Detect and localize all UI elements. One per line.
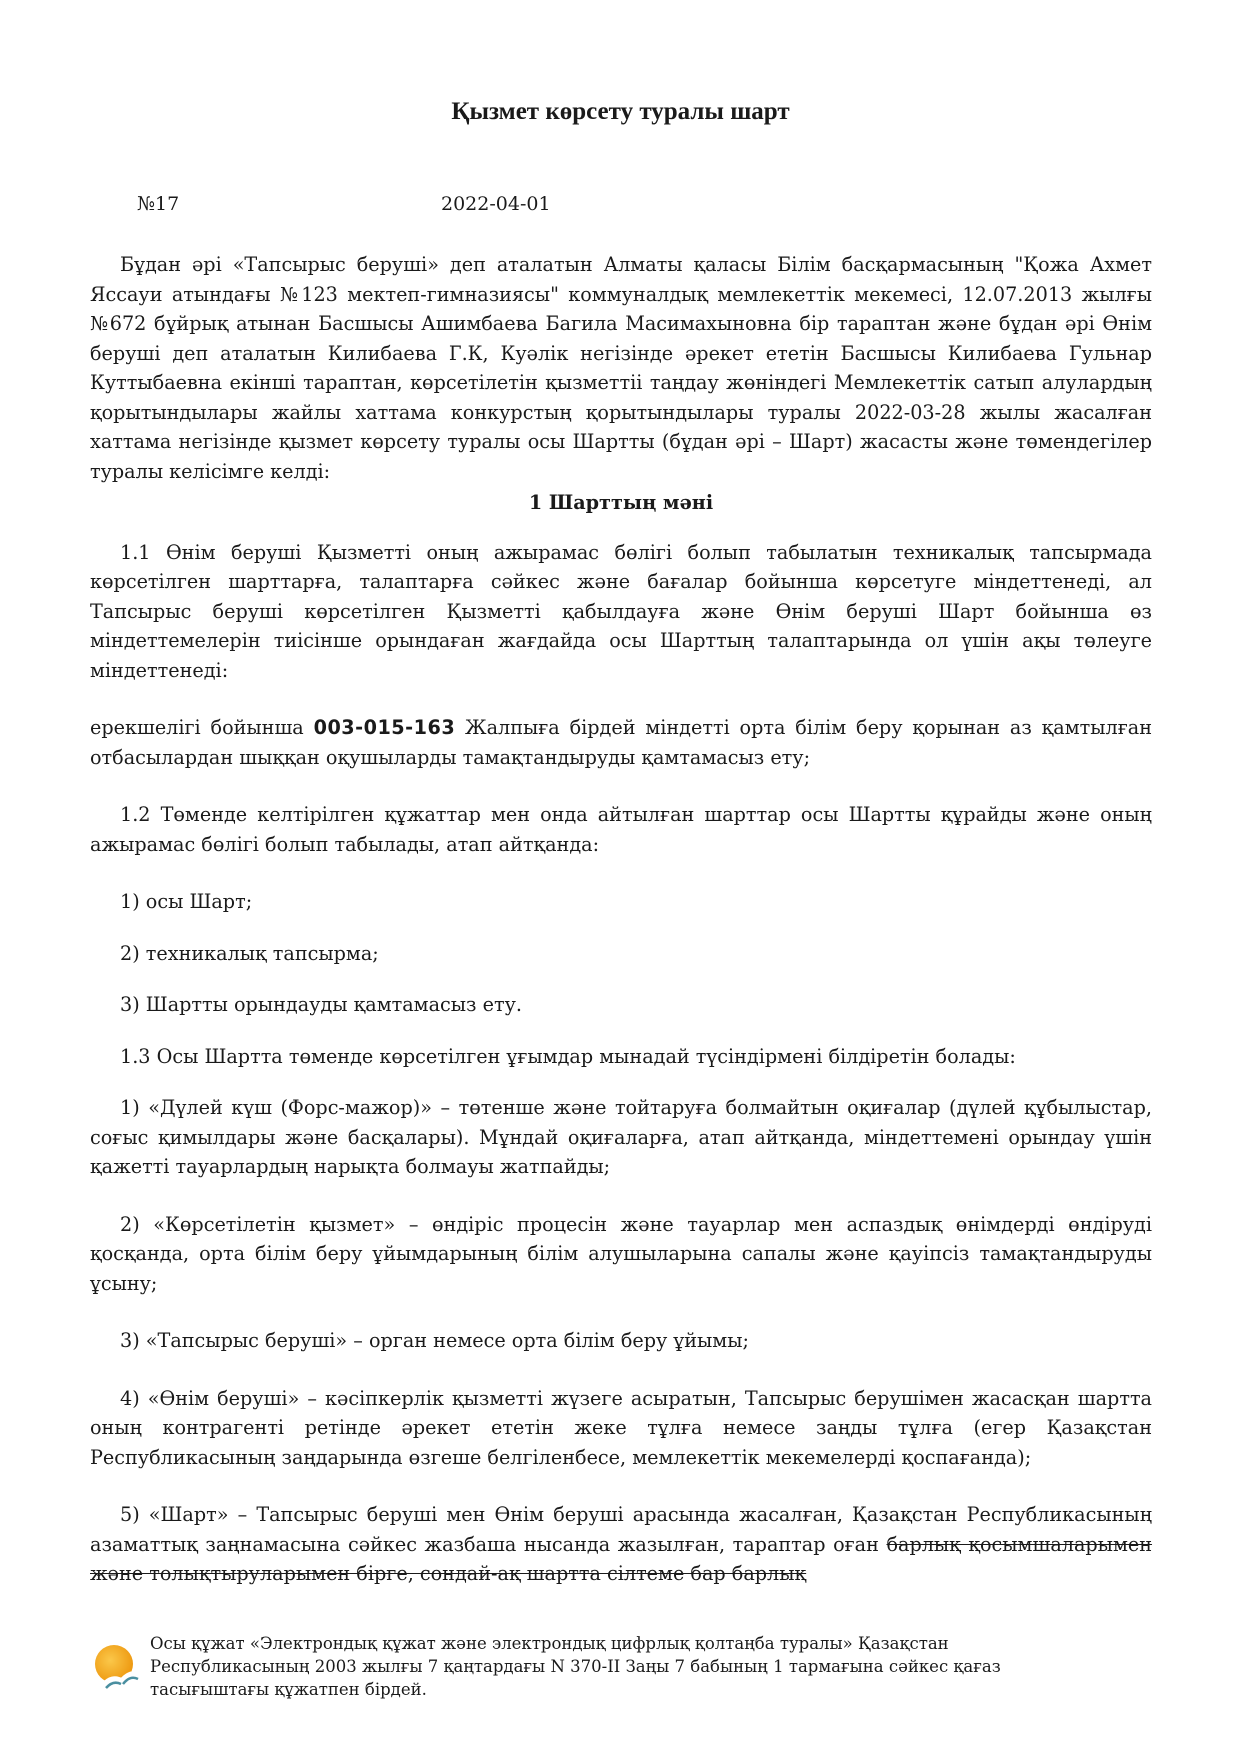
legal-notice: Осы құжат «Электрондық құжат және электрондық цифрлық қолтаңба туралы» Қазақстан Республикасының 2003 жылғы 7 қаңтардағы N 370-II Заңы 7 бабының 1 тармағына сәйкес қағаз тасығыштағы құжатпен бірдей. [150,1634,1001,1699]
document-body [90,250,1152,1589]
contract-date: 2022-04-01 [441,193,551,215]
specification-paragraph [90,713,1152,772]
spec-code: 003-015-163 [313,716,456,739]
section-heading: 1 Шарттың мәні [528,491,714,514]
paragraph-1-3: 1.3 Осы Шартта төменде көрсетілген ұғымдар мынадай түсіндірмені білдіретін болады: [120,1044,1016,1068]
intro-paragraph: Бұдан әрі «Тапсырыс беруші» деп аталатын Алматы қаласы Білім басқармасының "Қожа Ахмет Яссауи атындағы №123 мектеп-гимназиясы" коммуналдық мемлекеттік мекемесі, 12.07.2013 жылғы №672 бұйрық атынан Басшысы Ашимбаева Багила Масимахыновна бір тараптан және бұдан әрі Өнім беруші деп аталатын Килибаева Г.К, Куәлік негізінде әрекет ететін Басшысы Килибаева Гульнар Куттыбаевна екінші тараптан, көрсетілетін қызметтіі таңдау жөніндегі Мемлекеттік сатып алулардың қорытындылары жайлы хаттама конкурстың қорытындылары туралы 2022-03-28 жылы жасалған хаттама негізінде қызмет көрсету туралы осы Шартты (бұдан әрі – Шарт) жасасты және төмендегілер туралы келісімге келді: [90,253,1152,483]
paragraph-1-1: 1.1 Өнім беруші Қызметті оның ажырамас бөлігі болып табылатын техникалық тапсырмада көрсетілген шарттарға, талаптарға сәйкес және бағалар бойынша көрсетуге міндеттенеді, ал Тапсырыс беруші көрсетілген Қызметті қабылдауға және Өнім беруші Шарт бойынша өз міндеттемелерін тиісінше орындаған жағдайда осы Шарттың талаптарында ол үшін ақы төлеуге міндеттенеді: [90,540,1152,682]
egov-sun-logo-icon [92,1642,142,1692]
egov-footer [92,1632,1092,1702]
definition-item: 3) «Тапсырыс беруші» – орган немесе орта білім беру ұйымы; [120,1329,749,1352]
definition-item: 4) «Өнім беруші» – кәсіпкерлік қызметті жүзеге асыратын, Тапсырыс берушімен жасасқан шартта оның контрагенті ретінде әрекет ететін жеке тұлға немесе заңды тұлға (егер Қазақстан Республикасының заңдарында өзгеше белгіленбесе, мемлекеттік мекемелерді қоспағанда); [90,1386,1152,1469]
definition-item: 2) «Көрсетілетін қызмет» – өндіріс процесін және тауарлар мен аспаздық өнімдерді өндіруді қосқанда, орта білім беру ұйымдарының білім алушыларына сапалы және қауіпсіз тамақтандыруды ұсыну; [90,1212,1152,1295]
paragraph-1-2: 1.2 Төменде келтірілген құжаттар мен онда айтылған шарттар осы Шартты құрайды және оның ажырамас бөлігі болып табылады, атап айтқанда: [90,803,1152,856]
docs-list-item: 1) осы Шарт; [120,890,253,913]
definition-item: 1) «Дүлей күш (Форс-мажор)» – төтенше және тойтаруға болмайтын оқиғалар (дүлей құбылыстар, соғыс қимылдары және басқалары). Мұндай оқиғаларға, атап айтқанда, міндеттемені орындау үшін қажетті тауарлардың нарықта болмауы жатпайды; [90,1096,1152,1178]
docs-list-item: 2) техникалық тапсырма; [120,941,379,965]
spec-prefix: ерекшелігі бойынша [90,716,304,739]
spec-suffix: Жалпыға бірдей міндетті орта білім беру қорынан аз қамтылған отбасылардан шыққан оқушыларды тамақтандыруды қамтамасыз ету; [90,716,1152,769]
definition-item-5 [90,1500,1152,1589]
contract-number: №17 [137,193,180,215]
definition-5-text: 5) «Шарт» – Тапсырыс беруші мен Өнім беруші арасында жасалған, Қазақстан Республикасының азаматтық заңнамасына сәйкес жазбаша нысанда жазылған, тараптар оған [90,1503,1152,1556]
document-title: Қызмет көрсету туралы шарт [451,98,790,125]
definition-5-struck-text: барлық қосымшаларымен және толықтыруларымен бірге, сондай-ақ шартта сілтеме бар барлық [90,1532,1153,1585]
docs-list-item: 3) Шартты орындауды қамтамасыз ету. [120,993,522,1016]
